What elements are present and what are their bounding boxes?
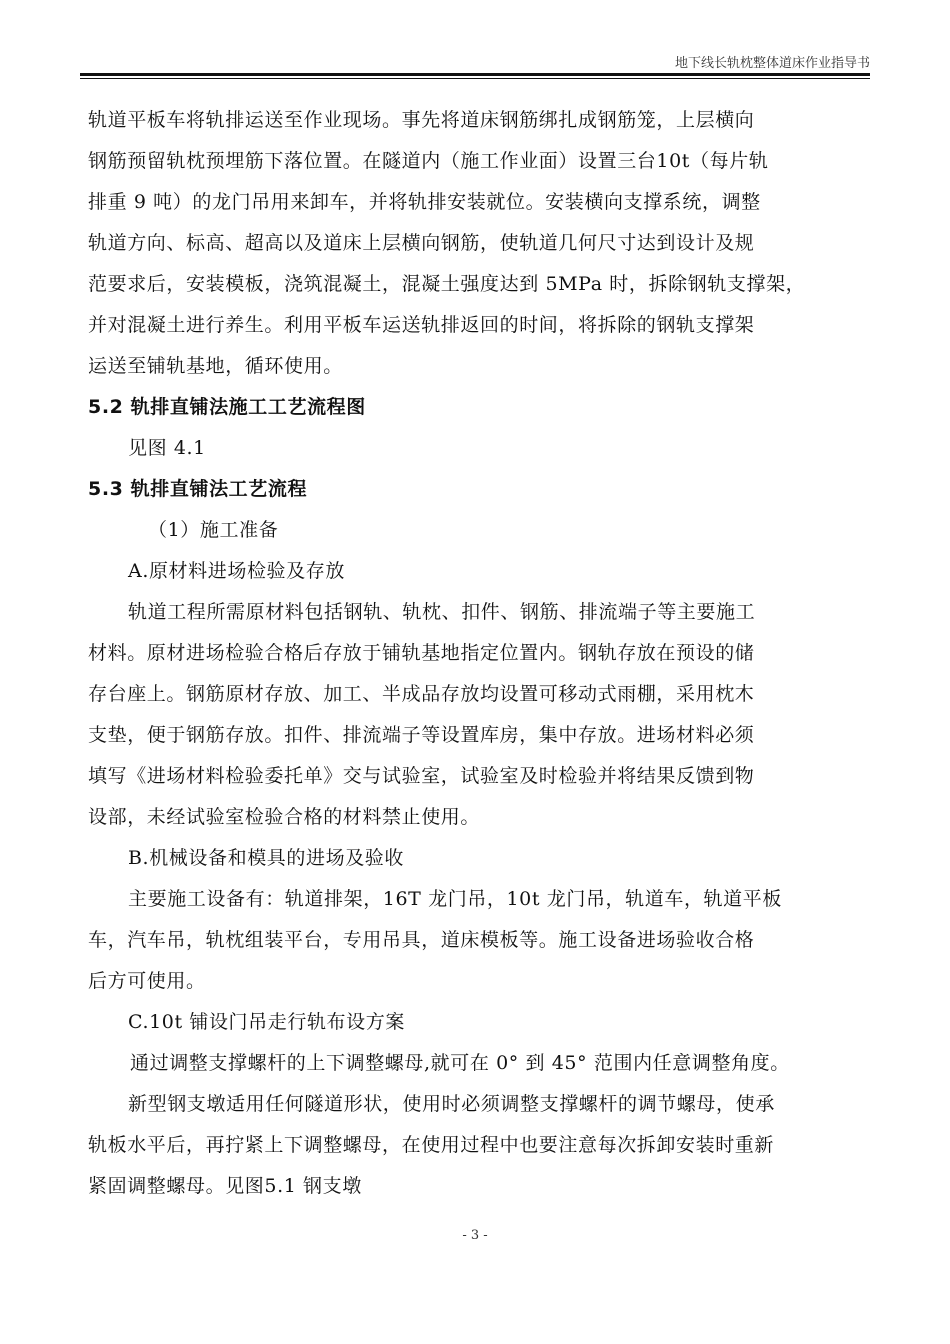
- paragraph-line: 车，汽车吊，轨枕组装平台，专用吊具，道床模板等。施工设备进场验收合格: [88, 929, 755, 951]
- page-body: [88, 100, 870, 1207]
- paragraph-line: 主要施工设备有：轨道排架，16T 龙门吊，10t 龙门吊，轨道车，轨道平板: [128, 888, 782, 910]
- paragraph-line: 填写《进场材料检验委托单》交与试验室，试验室及时检验并将结果反馈到物: [88, 765, 755, 787]
- paragraph-line: 排重 9 吨）的龙门吊用来卸车，并将轨排安装就位。安装横向支撑系统，调整: [88, 191, 761, 213]
- paragraph-line: 轨道方向、标高、超高以及道床上层横向钢筋，使轨道几何尺寸达到设计及规: [88, 232, 755, 254]
- paragraph-line: 新型钢支墩适用任何隧道形状，使用时必须调整支撑螺杆的调节螺母，使承: [128, 1093, 775, 1115]
- paragraph-line: 支垫，便于钢筋存放。扣件、排流端子等设置库房，集中存放。进场材料必须: [88, 724, 755, 746]
- paragraph-line: 轨道平板车将轨排运送至作业现场。事先将道床钢筋绑扎成钢筋笼，上层横向: [88, 109, 755, 131]
- paragraph-line: 后方可使用。: [88, 970, 206, 992]
- paragraph-line: 设部，未经试验室检验合格的材料禁止使用。: [88, 806, 481, 828]
- header-rule-thick: [80, 73, 870, 76]
- paragraph-line: 紧固调整螺母。见图5.1 钢支墩: [88, 1175, 362, 1197]
- figure-reference: 见图 4.1: [128, 437, 206, 459]
- paragraph-line: 运送至铺轨基地，循环使用。: [88, 355, 343, 377]
- paragraph-line: 材料。原材进场检验合格后存放于铺轨基地指定位置内。钢轨存放在预设的储: [88, 642, 755, 664]
- subsection-heading: （1）施工准备: [148, 519, 279, 541]
- section-heading-5-2: 5.2 轨排直铺法施工工艺流程图: [88, 396, 366, 418]
- paragraph-line: 钢筋预留轨枕预埋筋下落位置。在隧道内（施工作业面）设置三台10t（每片轨: [88, 150, 769, 172]
- paragraph-line: 轨板水平后，再拧紧上下调整螺母，在使用过程中也要注意每次拆卸安装时重新: [88, 1134, 775, 1156]
- paragraph-line: 通过调整支撑螺杆的上下调整螺母,就可在 0° 到 45° 范围内任意调整角度。: [130, 1052, 790, 1074]
- item-heading: A.原材料进场检验及存放: [128, 560, 345, 582]
- running-header: 地下线长轨枕整体道床作业指导书: [674, 56, 870, 71]
- section-heading-5-3: 5.3 轨排直铺法工艺流程: [88, 478, 308, 500]
- item-heading: B.机械设备和模具的进场及验收: [128, 847, 405, 869]
- paragraph-line: 范要求后，安装模板，浇筑混凝土，混凝土强度达到 5MPa 时，拆除钢轨支撑架，: [88, 273, 806, 295]
- paragraph-line: 轨道工程所需原材料包括钢轨、轨枕、扣件、钢筋、排流端子等主要施工: [128, 601, 756, 623]
- header-rule-thin: [80, 78, 870, 79]
- item-heading: C.10t 铺设门吊走行轨布设方案: [128, 1011, 405, 1033]
- page-number: - 3 -: [462, 1228, 488, 1243]
- paragraph-line: 存台座上。钢筋原材存放、加工、半成品存放均设置可移动式雨棚，采用枕木: [88, 683, 755, 705]
- paragraph-line: 并对混凝土进行养生。利用平板车运送轨排返回的时间，将拆除的钢轨支撑架: [88, 314, 755, 336]
